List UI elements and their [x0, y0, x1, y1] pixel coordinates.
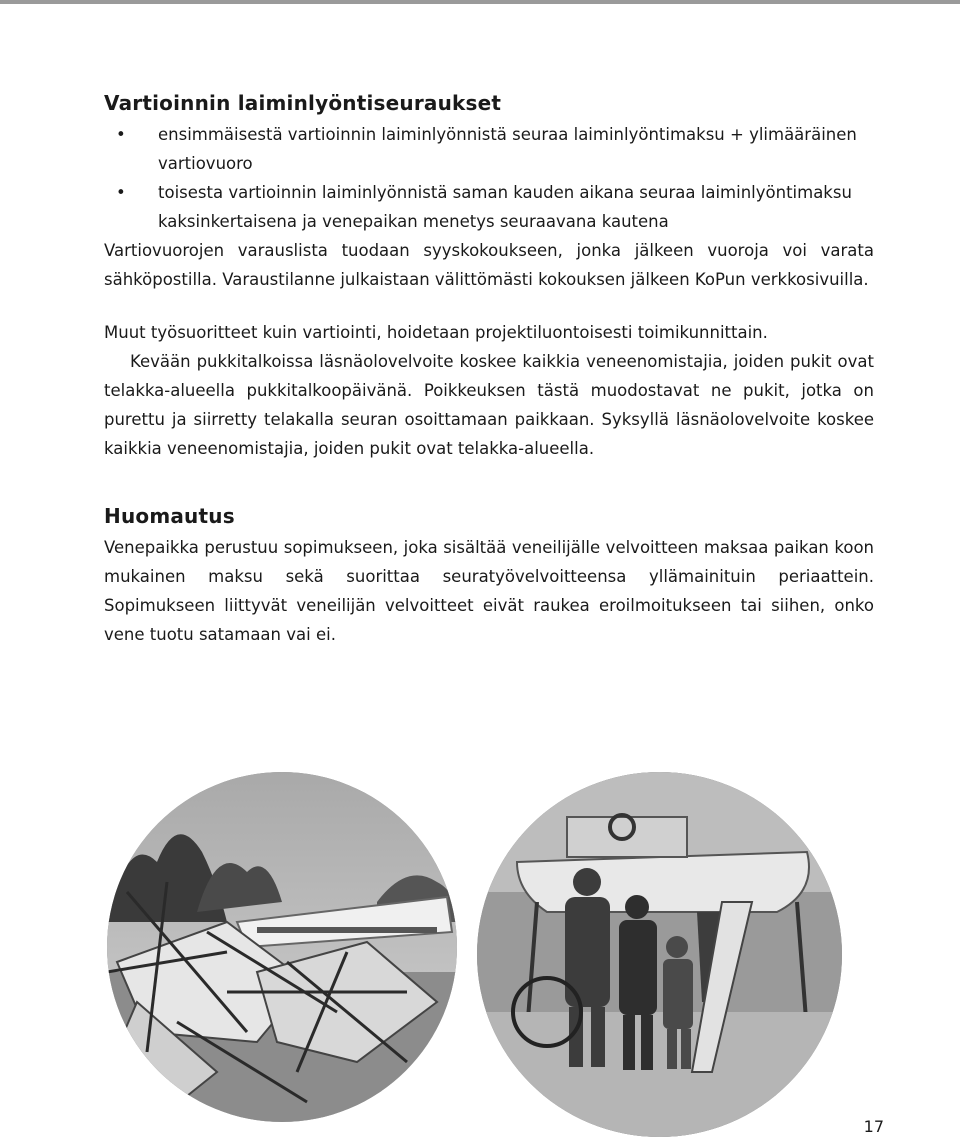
bullet-item [104, 178, 874, 236]
paragraph-reservation: Vartiovuorojen varauslista tuodaan syyskokoukseen, jonka jälkeen vuoroja voi varata sähköpostilla. Varaustilanne julkaistaan välittömästi kokouksen jälkeen KoPun verkkosivuilla. [104, 241, 874, 289]
section-heading: Vartioinnin laiminlyöntiseuraukset [104, 91, 502, 115]
bullet-item [104, 120, 874, 178]
photo-boat-yard-people [477, 772, 842, 1137]
top-border [0, 0, 960, 4]
bullet-icon: • [116, 125, 126, 144]
bullet-list [104, 120, 874, 236]
page-content [104, 88, 874, 649]
paragraph-presence-obligation: Kevään pukkitalkoissa läsnäolovelvoite koskee kaikkia veneenomistajia, joiden pukit ovat telakka-alueella pukkitalkoopäivänä. Poikkeuksen tästä muodostavat ne pukit, jotka on purettu ja siirretty telakalla seuran osoittamaan paikkaan. Syksyllä läsnäolovelvoite koskee kaikkia veneenomistajia, joiden pukit ovat telakka-alueella. [104, 352, 874, 458]
bullet-text: ensimmäisestä vartioinnin laiminlyönnistä seuraa laiminlyöntimaksu + ylimääräinen vartiovuoro [158, 125, 857, 173]
paragraph-notice: Venepaikka perustuu sopimukseen, joka sisältää veneilijälle velvoitteen maksaa paikan koon mukainen maksu sekä suorittaa seuratyövelvoitteensa yllämainituin periaattein. Sopimukseen liittyvät veneilijän velvoitteet eivät raukea eroilmoitukseen tai siihen, onko vene tuotu satamaan vai ei. [104, 538, 874, 644]
bullet-text: toisesta vartioinnin laiminlyönnistä saman kauden aikana seuraa laiminlyöntimaksu kaksinkertaisena ja venepaikan menetys seuraavana kautena [158, 183, 852, 231]
bullet-icon: • [116, 183, 126, 202]
page-number: 17 [863, 1117, 884, 1136]
paragraph-other-work: Muut työsuoritteet kuin vartiointi, hoidetaan projektiluontoisesti toimikunnittain. [104, 323, 768, 342]
section-heading-notice: Huomautus [104, 504, 235, 528]
photo-collapsed-shelters [107, 772, 457, 1122]
